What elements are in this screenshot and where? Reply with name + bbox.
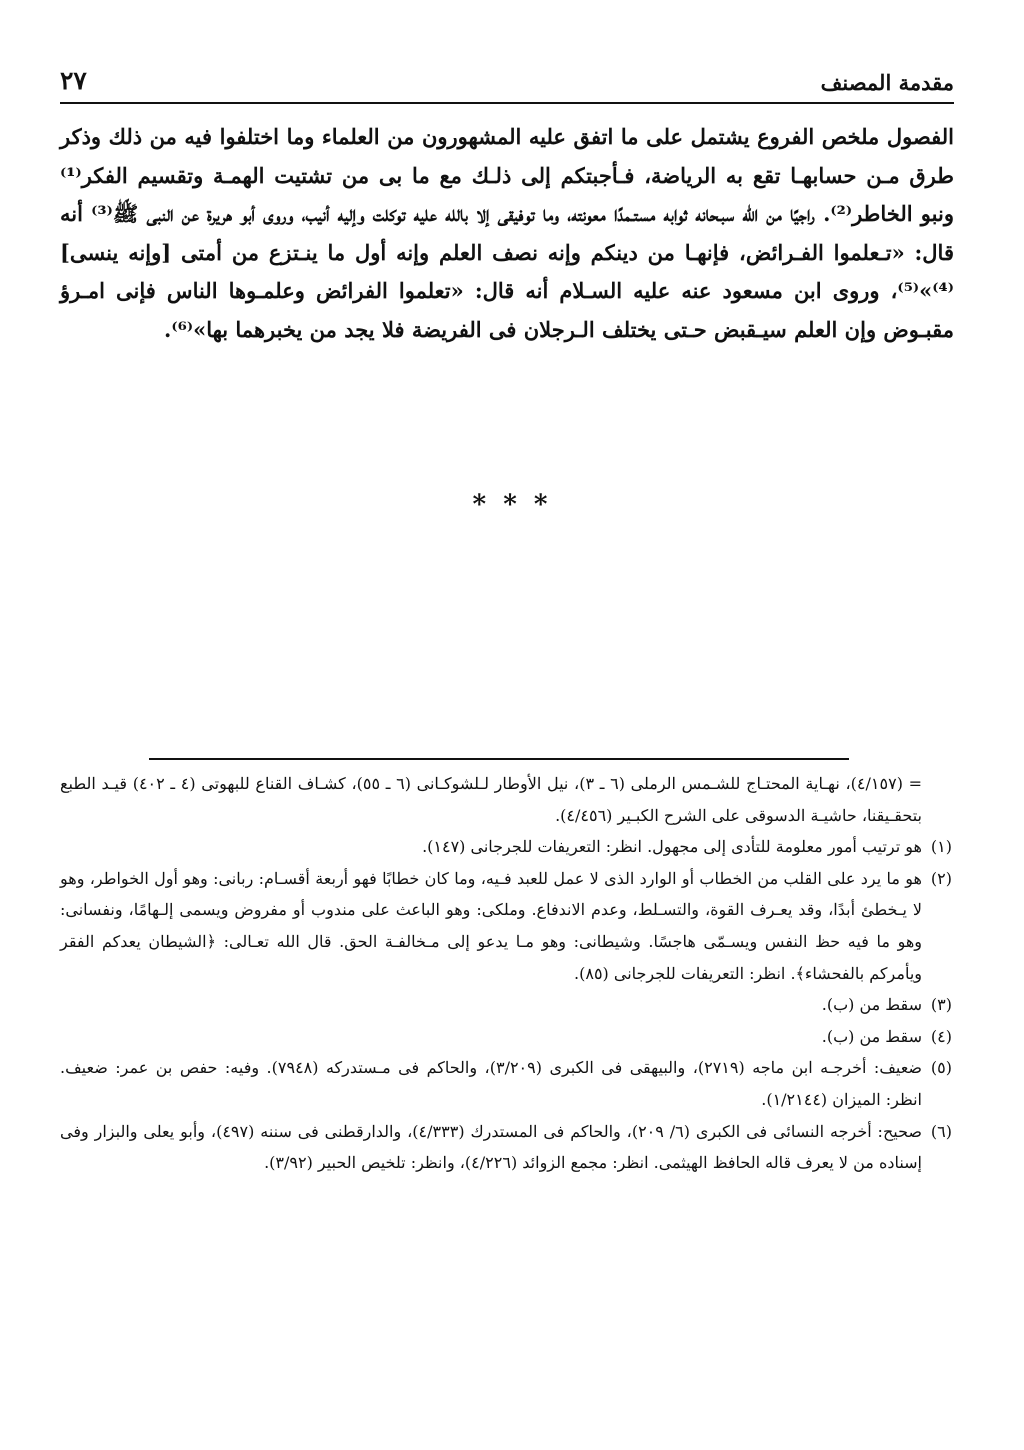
footnote-text: هو ترتيب أمور معلومة للتأدى إلى مجهول. انظر: التعريفات للجرجانى (١٤٧). (422, 837, 922, 857)
footnote-text: سقط من (ب). (821, 995, 922, 1015)
footnote-text: هو ما يرد على القلب من الخطاب أو الوارد الذى لا عمل للعبد فـيه، وما كان خطابًا فهو أربعة أقسـام: ربانى: وهو أول الخواطر، وهو لا يـخطئ أبدًا، وقد يعـرف القوة، والتسـلط، وعدم الاندفاع. وملكى: وهو الباعث على مندوب أو مفروض ويسمى إلـهامًا، ونفسانى: وهو ما فيه حظ النفس ويسـمّى هاجسًا. وشيطانى: وهو مـا يدعو إلى مـخالفـة الحق. قال الله تعـالى: ﴿الشيطان يعدكم الفقر ويأمركم بالفحشاء﴾. انظر: التعريفات للجرجانى (٨٥). (60, 868, 922, 983)
footnote-4 (60, 1021, 952, 1053)
footnote-2 (60, 863, 952, 989)
footnote-3 (60, 989, 952, 1021)
main-text (60, 118, 954, 349)
footnote-number: (١) (930, 837, 952, 857)
footnote-number: (٢) (930, 868, 952, 888)
footnote-text: ضعيف: أخرجـه ابن ماجه (٢٧١٩)، والبيهقى فى الكبرى (٣/٢٠٩)، والحاكم فى مـستدركه (٧٩٤٨). وفيه: حفص بن عمر: ضعيف. انظر: الميزان (١/٢١٤٤). (60, 1058, 923, 1109)
footnote-number: (٥) (930, 1058, 953, 1078)
section-separator: * * * (472, 490, 552, 520)
footnote-number: (٣) (930, 995, 952, 1015)
page-number: ٢٧ (60, 66, 87, 95)
running-title: مقدمة المصنف (820, 70, 954, 95)
footnote-6 (60, 1116, 952, 1179)
footnote-5 (60, 1052, 952, 1115)
footnotes (60, 768, 952, 1179)
footnote-number: (٦) (930, 1121, 953, 1141)
footnote-1 (60, 831, 952, 863)
footnote-continuation: = (٤/١٥٧)، نهـاية المحتـاج للشـمس الرملى (٦ ـ ٣)، نيل الأوطار لـلشوكـانى (٦ ـ ٥٥)، كشـاف القناع للبهوتى (٤ ـ ٤٠٢) قيـد الطبع بتحقـيقنا، حاشيـة الدسوقى على الشرح الكبـير (٤/٤٥٦). (60, 774, 923, 825)
footnote-rule (149, 758, 849, 760)
footnote-text: صحيح: أخرجه النسائى فى الكبرى (٦/ ٢٠٩)، والحاكم فى المستدرك (٤/٣٣٣)، والدارقطنى فى سننه (٤٩٧)، وأبو يعلى والبزار وفى إسناده من لا يعرف قاله الحافظ الهيثمى. انظر: مجمع الزوائد (٤/٢٢٦)، وانظر: تلخيص الحبير (٣/٩٢). (60, 1121, 923, 1173)
footnote-text: سقط من (ب). (821, 1026, 922, 1046)
body-paragraph: الفصول ملخص الفروع يشتمل على ما اتفق عليه المشهورون من العلماء وما اختلفوا فيه من ذلك وذكر طرق مـن حسابهـا تقع به الرياضة، فـأجبتكم إلى ذلـك مع ما بى من تشتيت الهمـة وتقسيم الفكر⁽¹⁾ ونبو الخاطر⁽²⁾. راجيًا من الله سبـحانه ثوابه مستـمدًا معونته، وما توفيقى إلا بالله عليه توكلت وإليه أنيب، وروى أبو هريرة عن النبى ﷺ⁽³⁾ أنه قال: «تـعلموا الفـرائض، فإنهـا من دينكم وإنه نصف العلم وإنه أول ما ينـتزع من أمتى [وإنه ينسى]⁽⁴⁾»⁽⁵⁾، وروى ابن مسعود عنه عليه السـلام أنه قال: «تعلموا الفرائض وعلمـوها الناس فإنى امـرؤ مقبـوض وإن العلم سيـقبض حـتى يختلف الـرجلان فى الفريضة فلا يجد من يخبرهما بها»⁽⁶⁾. (60, 124, 954, 342)
page-header (60, 66, 954, 104)
footnote-number: (٤) (930, 1026, 952, 1046)
